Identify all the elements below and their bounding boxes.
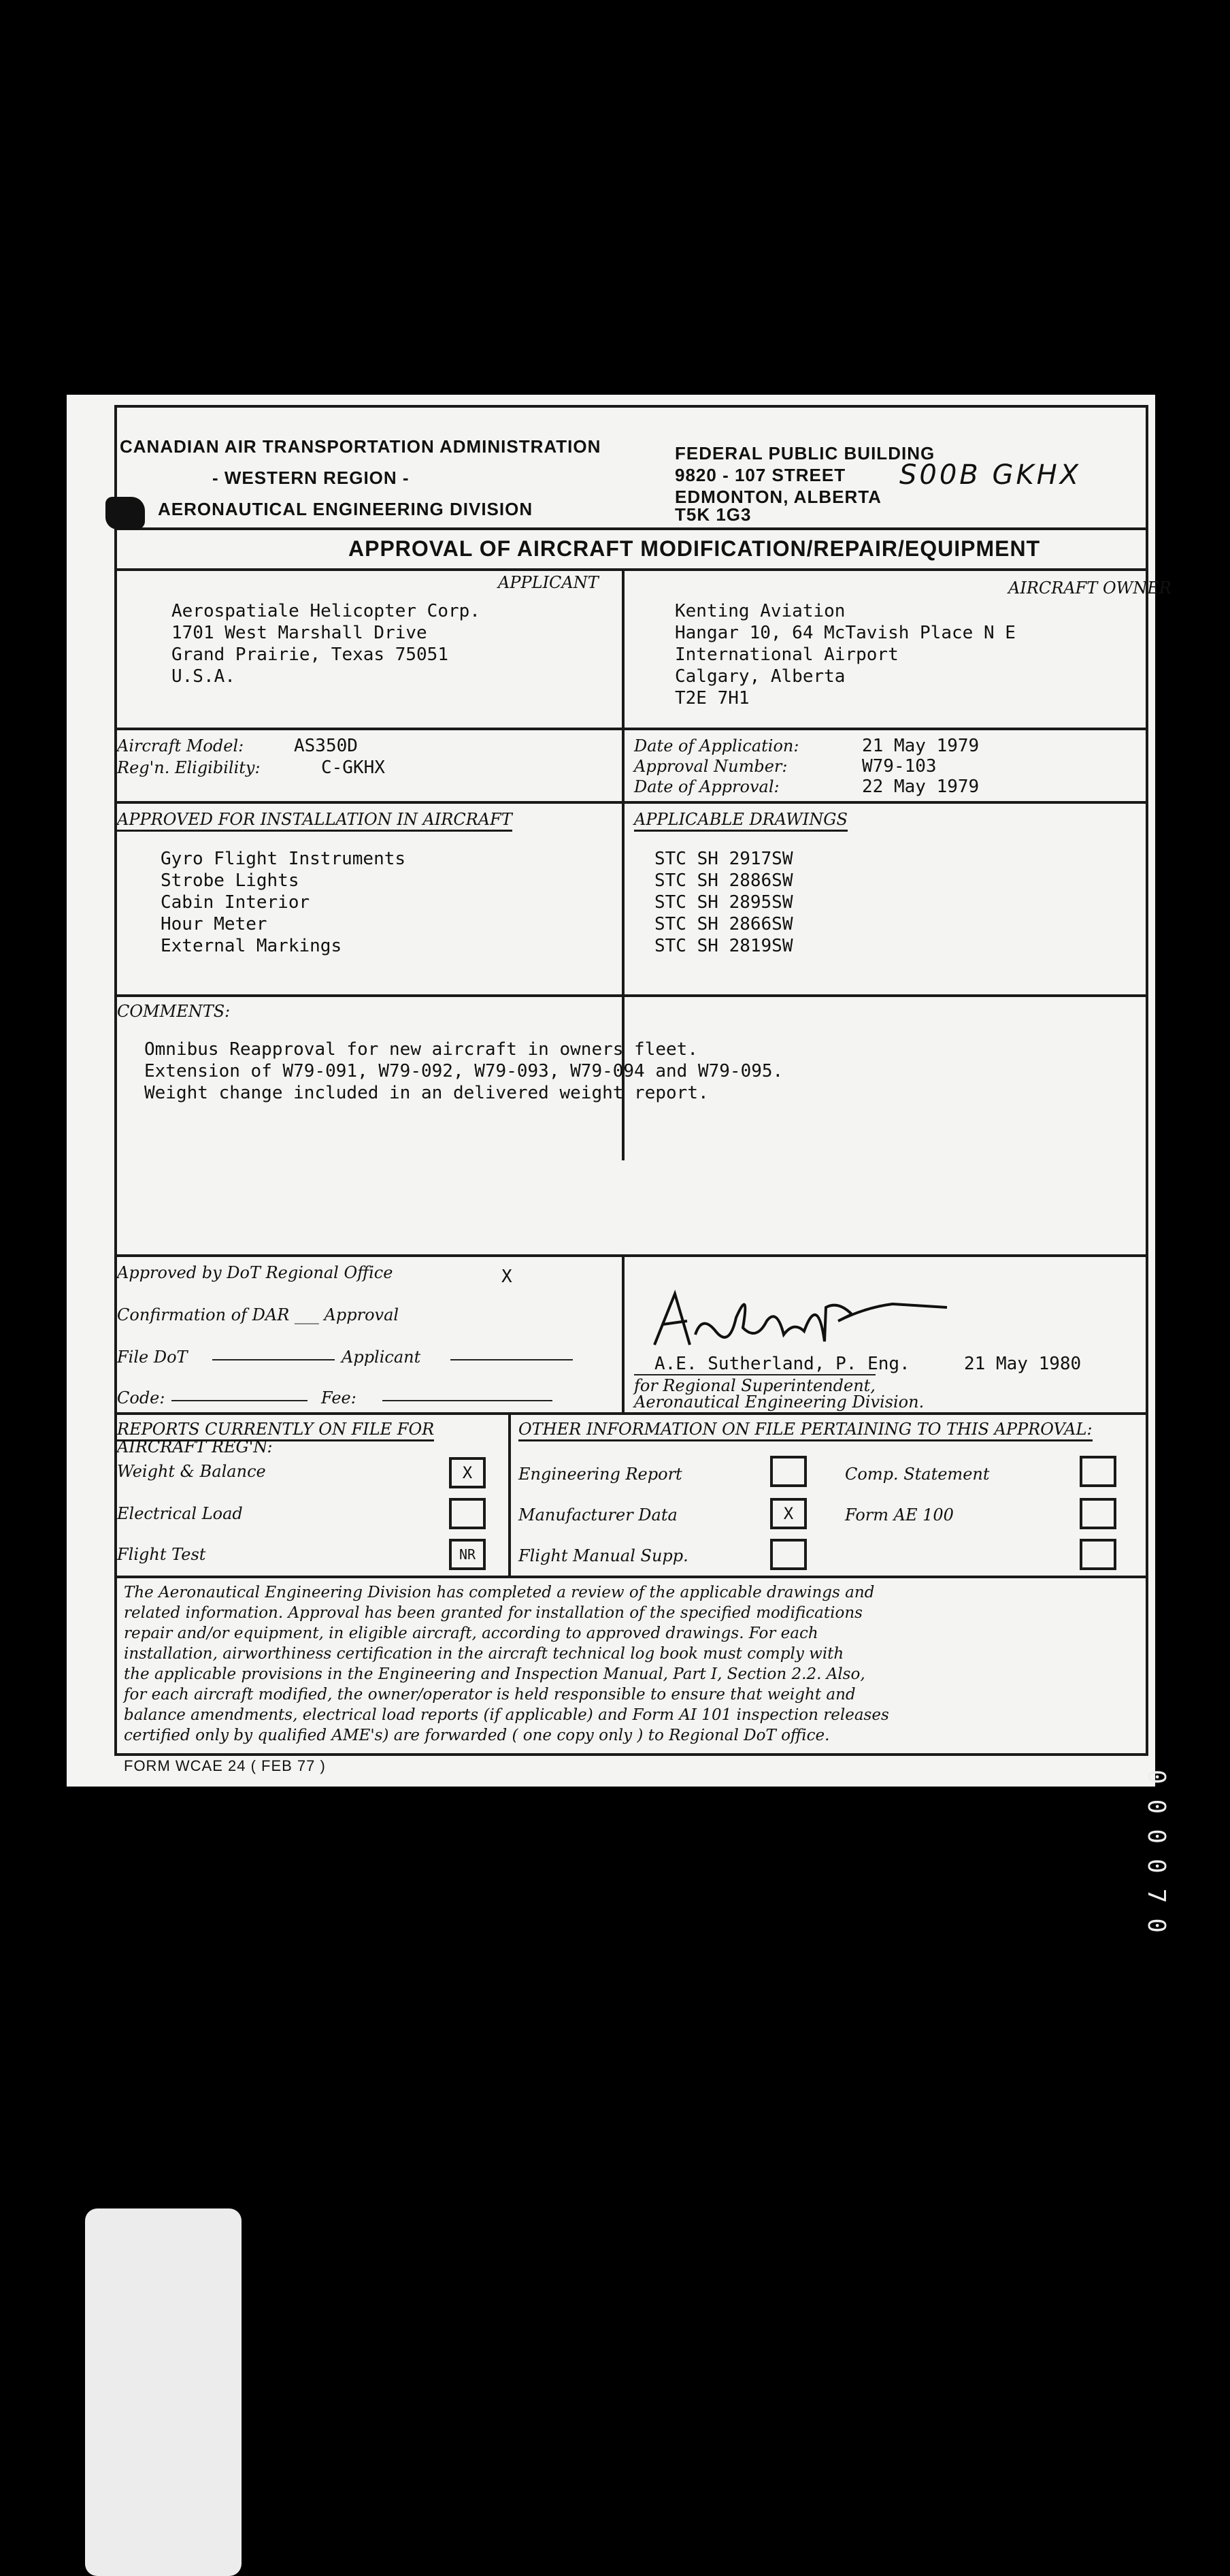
org-line-1: CANADIAN AIR TRANSPORTATION ADMINISTRATION <box>120 436 601 457</box>
comments-label: COMMENTS: <box>117 1002 231 1021</box>
report-checkbox[interactable]: X <box>449 1457 486 1488</box>
aircraft-model-label: Aircraft Model: <box>117 736 244 755</box>
approval-number-label: Approval Number: <box>634 757 788 776</box>
file-applicant-blank <box>450 1359 573 1360</box>
dar-confirmation-label: Confirmation of DAR ___ Approval <box>117 1305 399 1324</box>
approved-item: Strobe Lights <box>161 870 299 891</box>
registration-value: C-GKHX <box>321 757 385 778</box>
code-label: Code: <box>117 1388 165 1407</box>
approval-date-label: Date of Approval: <box>634 777 780 796</box>
film-leader-mark <box>85 2208 242 2576</box>
approved-item: Cabin Interior <box>161 892 310 913</box>
owner-line: T2E 7H1 <box>675 688 750 708</box>
owner-line: International Airport <box>675 645 899 665</box>
other-info-checkbox[interactable] <box>770 1539 807 1570</box>
application-date-value: 21 May 1979 <box>862 736 980 756</box>
approved-items-label: APPROVED FOR INSTALLATION IN AIRCRAFT <box>117 809 512 832</box>
fee-blank <box>382 1400 552 1401</box>
footer-paragraph-line: for each aircraft modified, the owner/operator is held responsible to ensure that weight and <box>124 1686 856 1703</box>
form-border <box>114 405 1171 1756</box>
approval-date-value: 22 May 1979 <box>862 777 980 797</box>
signer-role-1: for Regional Superintendent, <box>634 1374 876 1396</box>
address-line-4: T5K 1G3 <box>675 504 752 525</box>
reports-label-2: AIRCRAFT REG'N: <box>117 1437 273 1456</box>
form-number: FORM WCAE 24 ( FEB 77 ) <box>124 1757 326 1774</box>
other-info-checkbox[interactable] <box>1080 1456 1116 1487</box>
frame-number: 000070 <box>1142 1770 1170 1949</box>
drawing-item: STC SH 2819SW <box>654 936 793 956</box>
footer-paragraph-line: balance amendments, electrical load reports (if applicable) and Form AI 101 inspection releases <box>124 1706 889 1724</box>
address-line-2: 9820 - 107 STREET <box>675 465 846 485</box>
report-label: Electrical Load <box>117 1504 243 1523</box>
owner-line: Hangar 10, 64 McTavish Place N E <box>675 623 1016 643</box>
application-date-label: Date of Application: <box>634 736 799 755</box>
report-checkbox[interactable]: NR <box>449 1539 486 1570</box>
owner-line: Kenting Aviation <box>675 601 846 621</box>
dot-approved-mark: X <box>501 1267 512 1287</box>
report-label: Weight & Balance <box>117 1462 266 1481</box>
other-info-item: Form AE 100 <box>845 1505 954 1525</box>
file-applicant-label: Applicant <box>342 1348 421 1367</box>
other-info-item: Manufacturer Data <box>518 1505 678 1525</box>
signer-role-2: Aeronautical Engineering Division. <box>634 1392 925 1412</box>
address-line-3: EDMONTON, ALBERTA <box>675 487 882 507</box>
footer-paragraph-line: The Aeronautical Engineering Division has completed a review of the applicable drawings and <box>124 1584 875 1601</box>
approved-item: External Markings <box>161 936 342 956</box>
handwritten-reference: S00B GKHX <box>899 459 1082 491</box>
org-line-2: - WESTERN REGION - <box>212 468 410 488</box>
footer-paragraph-line: installation, airworthiness certification in the aircraft technical log book must comply with <box>124 1645 844 1663</box>
report-label: Flight Test <box>117 1545 206 1564</box>
footer-paragraph-line: related information. Approval has been granted for installation of the specified modifications <box>124 1604 863 1622</box>
applicant-line: Aerospatiale Helicopter Corp. <box>171 601 480 621</box>
other-info-checkbox[interactable] <box>1080 1539 1116 1570</box>
file-dot-label: File DoT <box>117 1348 188 1367</box>
comment-line: Omnibus Reapproval for new aircraft in owners fleet. <box>144 1039 698 1060</box>
comment-line: Weight change included in an delivered weight report. <box>144 1083 709 1103</box>
other-info-label: OTHER INFORMATION ON FILE PERTAINING TO THIS APPROVAL: <box>518 1419 1093 1441</box>
file-dot-blank <box>212 1359 335 1360</box>
other-info-item: Engineering Report <box>518 1465 682 1484</box>
applicant-label: APPLICANT <box>498 573 599 592</box>
form-title: APPROVAL OF AIRCRAFT MODIFICATION/REPAIR/EQUIPMENT <box>348 536 1041 561</box>
drawings-label: APPLICABLE DRAWINGS <box>634 809 848 832</box>
drawing-item: STC SH 2886SW <box>654 870 793 891</box>
signer-name: A.E. Sutherland, P. Eng. <box>654 1354 910 1374</box>
ink-blot <box>105 497 145 529</box>
other-info-checkbox[interactable]: X <box>770 1498 807 1529</box>
footer-paragraph-line: the applicable provisions in the Engineering and Inspection Manual, Part I, Section 2.2. Also, <box>124 1665 865 1683</box>
applicant-line: U.S.A. <box>171 666 235 687</box>
owner-label: AIRCRAFT OWNER <box>1008 578 1171 598</box>
applicant-line: Grand Prairie, Texas 75051 <box>171 645 448 665</box>
applicant-line: 1701 West Marshall Drive <box>171 623 427 643</box>
footer-paragraph-line: repair and/or equipment, in eligible aircraft, according to approved drawings. For each <box>124 1625 818 1642</box>
other-info-checkbox[interactable] <box>1080 1498 1116 1529</box>
signature-scrawl <box>648 1280 961 1355</box>
dot-approved-label: Approved by DoT Regional Office <box>117 1263 393 1282</box>
drawing-item: STC SH 2895SW <box>654 892 793 913</box>
drawing-item: STC SH 2866SW <box>654 914 793 934</box>
org-line-3: AERONAUTICAL ENGINEERING DIVISION <box>158 499 533 519</box>
aircraft-model-value: AS350D <box>294 736 358 756</box>
address-line-1: FEDERAL PUBLIC BUILDING <box>675 443 935 463</box>
other-info-item: Comp. Statement <box>845 1465 990 1484</box>
owner-line: Calgary, Alberta <box>675 666 846 687</box>
comment-line: Extension of W79-091, W79-092, W79-093, W79-094 and W79-095. <box>144 1061 784 1081</box>
signature-date: 21 May 1980 <box>964 1354 1082 1374</box>
report-checkbox[interactable] <box>449 1498 486 1529</box>
other-info-item: Flight Manual Supp. <box>518 1546 688 1565</box>
approved-item: Gyro Flight Instruments <box>161 849 406 869</box>
registration-label: Reg'n. Eligibility: <box>117 758 261 777</box>
approval-number-value: W79-103 <box>862 756 937 777</box>
other-info-checkbox[interactable] <box>770 1456 807 1487</box>
approved-item: Hour Meter <box>161 914 267 934</box>
fee-label: Fee: <box>321 1388 356 1407</box>
reports-label-1: REPORTS CURRENTLY ON FILE FOR <box>117 1419 434 1441</box>
footer-paragraph-line: certified only by qualified AME's) are forwarded ( one copy only ) to Regional DoT office. <box>124 1727 830 1744</box>
document-page <box>67 395 1171 1787</box>
drawing-item: STC SH 2917SW <box>654 849 793 869</box>
code-blank <box>171 1400 308 1401</box>
